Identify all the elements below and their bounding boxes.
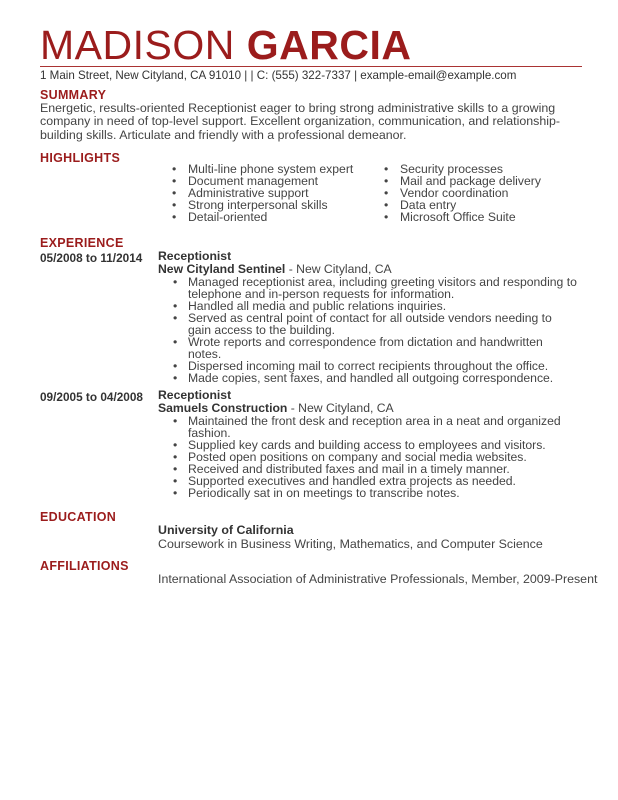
experience-heading: EXPERIENCE: [40, 236, 124, 250]
employer-name: New Cityland Sentinel: [158, 262, 286, 276]
job-duty: • Wrote reports and correspondence from dictation and handwritten notes.: [158, 336, 578, 360]
job-dates: 09/2005 to 04/2008: [40, 390, 143, 404]
affiliation-entry: International Association of Administrative Professionals, Member, 2009-Present: [158, 572, 598, 586]
job-duty: • Dispersed incoming mail to correct recipients throughout the office.: [158, 360, 578, 372]
highlights-list-right: [384, 163, 541, 223]
highlight-item: • Strong interpersonal skills: [172, 199, 353, 211]
highlight-item: • Mail and package delivery: [384, 175, 541, 187]
education-heading: EDUCATION: [40, 510, 117, 524]
employer-location: - New Cityland, CA: [287, 401, 394, 415]
job-duty: • Served as central point of contact for all outside vendors needing to gain access to the building.: [158, 312, 578, 336]
job-duty: • Supplied key cards and building access to employees and visitors.: [158, 439, 578, 451]
job-duty: • Maintained the front desk and reception area in a neat and organized fashion.: [158, 415, 578, 439]
job-duty: • Handled all media and public relations inquiries.: [158, 300, 578, 312]
job-duties: [158, 276, 578, 384]
job-duty: • Periodically sat in on meetings to transcribe notes.: [158, 487, 578, 499]
highlight-item: • Microsoft Office Suite: [384, 211, 541, 223]
job-duty: • Posted open positions on company and social media websites.: [158, 451, 578, 463]
job-duty: • Supported executives and handled extra projects as needed.: [158, 475, 578, 487]
highlight-item: • Vendor coordination: [384, 187, 541, 199]
highlight-item: • Administrative support: [172, 187, 353, 199]
summary-heading: SUMMARY: [40, 88, 107, 102]
education-entry: [158, 523, 543, 551]
employer-location: - New Cityland, CA: [285, 262, 392, 276]
coursework: Coursework in Business Writing, Mathematics, and Computer Science: [158, 537, 543, 551]
highlights-list-left: [172, 163, 353, 223]
job-duties: [158, 415, 578, 499]
job-title: Receptionist: [158, 249, 232, 263]
summary-text: Energetic, results-oriented Receptionist eager to bring strong administrative skills to a growing company in need of top-level support. Excellent organization, communication, and relationship-building skills. Articulate and friendly with a professional demeanor.: [40, 101, 561, 142]
candidate-name: [40, 24, 582, 66]
job-entry: [158, 250, 578, 384]
highlight-item: • Data entry: [384, 199, 541, 211]
job-duty: • Received and distributed faxes and mail in a timely manner.: [158, 463, 578, 475]
employer-name: Samuels Construction: [158, 401, 288, 415]
first-name: MADISON: [40, 22, 235, 68]
job-entry: [158, 389, 578, 499]
last-name: GARCIA: [246, 22, 412, 68]
highlight-item: • Security processes: [384, 163, 541, 175]
job-duty: • Made copies, sent faxes, and handled all outgoing correspondence.: [158, 372, 578, 384]
resume-header: [40, 24, 582, 82]
highlight-item: • Detail-oriented: [172, 211, 353, 223]
contact-line: 1 Main Street, New Cityland, CA 91010 | | C: (555) 322-7337 | example-email@example.com: [40, 69, 517, 82]
job-title: Receptionist: [158, 388, 232, 402]
highlight-item: • Document management: [172, 175, 353, 187]
job-duty: • Managed receptionist area, including greeting visitors and responding to telephone and in-person requests for information.: [158, 276, 578, 300]
affiliations-heading: AFFILIATIONS: [40, 559, 129, 573]
school-name: University of California: [158, 523, 294, 537]
highlight-item: • Multi-line phone system expert: [172, 163, 353, 175]
highlights-heading: HIGHLIGHTS: [40, 151, 121, 165]
job-dates: 05/2008 to 11/2014: [40, 251, 143, 265]
